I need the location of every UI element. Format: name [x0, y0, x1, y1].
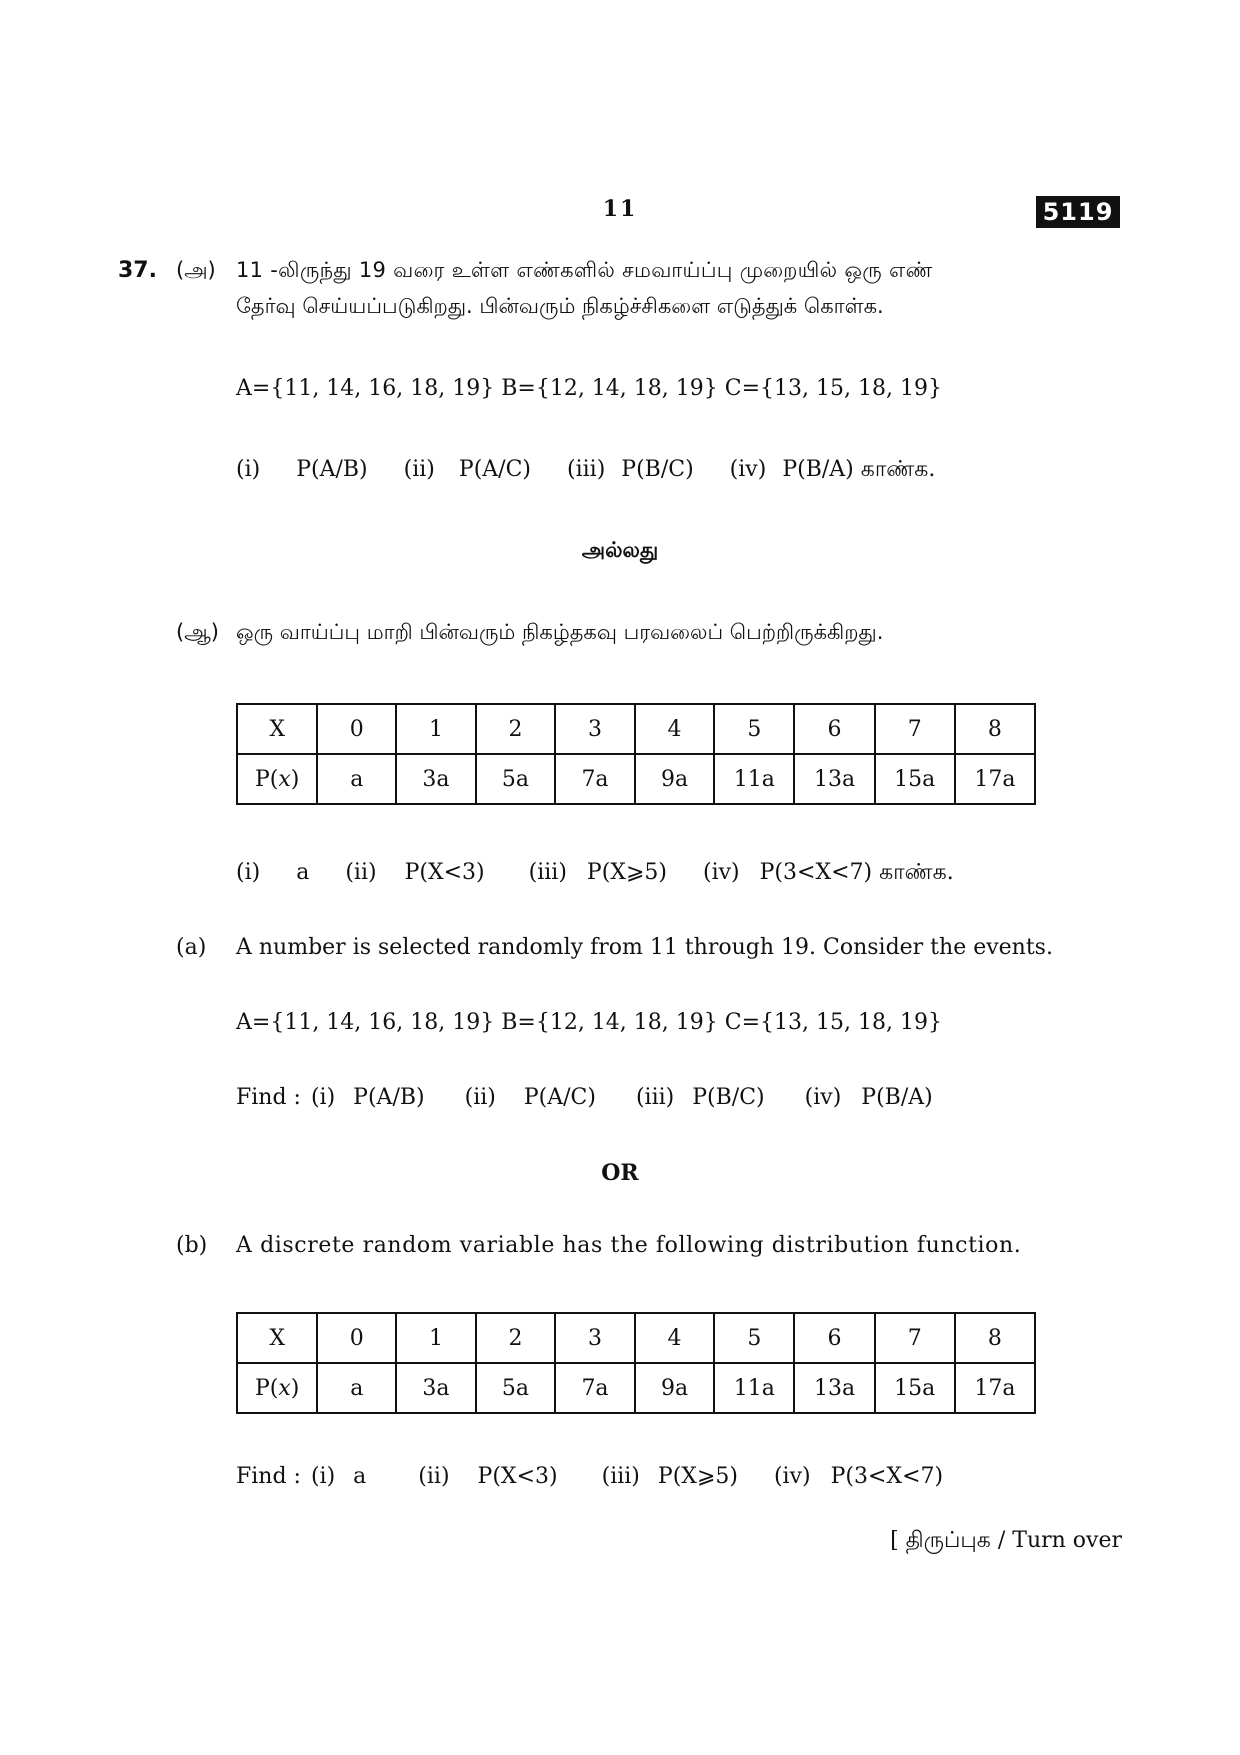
part-label: (iii): [601, 1464, 640, 1489]
table-cell: 6: [794, 1313, 874, 1363]
part-expr: P(3<X<7): [830, 1464, 944, 1489]
part-expr: P(A/C): [523, 1085, 596, 1110]
english-b-part-list: [236, 1464, 943, 1489]
table-row: [237, 704, 1035, 754]
table-cell: 9a: [635, 754, 715, 804]
table-cell: 13a: [794, 754, 874, 804]
table-cell: 8: [955, 704, 1035, 754]
tamil-b-part-list: [236, 860, 954, 888]
part-expr: a: [353, 1464, 367, 1489]
tamil-or-separator: அல்லது: [581, 538, 659, 562]
table-cell: 17a: [955, 754, 1035, 804]
part-label: (ii): [403, 457, 435, 482]
distribution-table-english: [236, 1312, 1036, 1414]
px-prefix: P(: [254, 766, 279, 792]
part-label: (i): [310, 1085, 336, 1110]
part-expr: P(X⩾5): [657, 1464, 738, 1489]
part-label: (i): [236, 860, 261, 885]
part-label: (iii): [635, 1085, 675, 1110]
table-row: [237, 1313, 1035, 1363]
english-a-part-list: [236, 1085, 933, 1110]
table-cell: 17a: [955, 1363, 1035, 1413]
part-expr: P(X<3): [404, 860, 485, 885]
table-cell: 3a: [396, 1363, 476, 1413]
table-cell: 5a: [476, 1363, 556, 1413]
table-cell: 6: [794, 704, 874, 754]
table-cell: 5: [714, 1313, 794, 1363]
part-expr: P(A/B): [353, 1085, 425, 1110]
part-label: (ii): [418, 1464, 450, 1489]
part-label: (iv): [702, 860, 740, 885]
table-cell: 8: [955, 1313, 1035, 1363]
px-suffix: ): [290, 766, 300, 792]
part-expr: P(A/C): [458, 457, 531, 482]
table-cell: 15a: [875, 754, 955, 804]
table-cell: a: [317, 1363, 396, 1413]
tamil-a-line2: தேர்வு செய்யப்படுகிறது. பின்வரும் நிகழ்ச்சிகளை எடுத்துக் கொள்க.: [236, 294, 884, 318]
table-cell-header: X: [237, 1313, 317, 1363]
page-number: 11: [602, 196, 638, 222]
table-cell: 3: [555, 1313, 635, 1363]
px-var: x: [278, 766, 291, 792]
part-label: (iii): [567, 457, 606, 482]
find-label: Find :: [236, 1464, 301, 1489]
tamil-a-line1: 11 -லிருந்து 19 வரை உள்ள எண்களில் சமவாய்ப்பு முறையில் ஒரு எண்: [236, 258, 933, 282]
table-cell: 11a: [714, 754, 794, 804]
table-cell-header: [237, 754, 317, 804]
tamil-a-label: (அ): [176, 258, 216, 282]
turn-over-note: [ திருப்புக / Turn over: [890, 1528, 1122, 1553]
table-cell: 1: [396, 704, 476, 754]
table-cell: 3a: [396, 754, 476, 804]
table-cell: 2: [476, 704, 556, 754]
part-label: (ii): [464, 1085, 496, 1110]
table-cell: 2: [476, 1313, 556, 1363]
table-cell: 0: [317, 704, 396, 754]
part-expr: P(B/C): [692, 1085, 765, 1110]
table-cell: 9a: [635, 1363, 715, 1413]
table-cell: 7a: [555, 1363, 635, 1413]
tamil-b-text: ஒரு வாய்ப்பு மாறி பின்வரும் நிகழ்தகவு பரவலைப் பெற்றிருக்கிறது.: [236, 620, 884, 644]
english-or-separator: OR: [601, 1160, 639, 1186]
table-cell: 7: [875, 1313, 955, 1363]
table-cell: 13a: [794, 1363, 874, 1413]
part-expr: P(X⩾5): [586, 860, 667, 885]
part-expr: P(B/A) காண்க.: [782, 457, 936, 482]
table-cell: 3: [555, 704, 635, 754]
part-expr: P(X<3): [477, 1464, 558, 1489]
table-cell: 4: [635, 1313, 715, 1363]
part-expr: P(3<X<7) காண்க.: [759, 860, 954, 885]
tamil-b-label: (ஆ): [176, 620, 219, 644]
part-label: (ii): [345, 860, 377, 885]
english-b-label: (b): [176, 1233, 208, 1258]
px-prefix: P(: [254, 1375, 279, 1401]
table-cell: 1: [396, 1313, 476, 1363]
table-cell: 11a: [714, 1363, 794, 1413]
table-cell: 4: [635, 704, 715, 754]
px-var: x: [278, 1375, 291, 1401]
table-cell: a: [317, 754, 396, 804]
table-cell: 0: [317, 1313, 396, 1363]
tamil-a-part-list: [236, 457, 935, 485]
question-number: 37.: [118, 258, 157, 283]
distribution-table-tamil: [236, 703, 1036, 805]
table-cell-header: [237, 1363, 317, 1413]
english-a-sets: A={11, 14, 16, 18, 19} B={12, 14, 18, 19} C={13, 15, 18, 19}: [236, 1010, 942, 1035]
table-row: [237, 754, 1035, 804]
english-a-text: A number is selected randomly from 11 through 19. Consider the events.: [236, 935, 1053, 960]
english-a-label: (a): [176, 935, 207, 960]
find-label: Find :: [236, 1085, 301, 1110]
part-expr: P(B/A): [861, 1085, 933, 1110]
part-label: (iv): [804, 1085, 842, 1110]
table-cell: 7: [875, 704, 955, 754]
part-label: (i): [236, 457, 261, 482]
part-expr: a: [296, 860, 310, 885]
part-expr: P(A/B): [296, 457, 368, 482]
part-expr: P(B/C): [621, 457, 694, 482]
table-row: [237, 1363, 1035, 1413]
part-label: (iii): [528, 860, 567, 885]
english-b-text: A discrete random variable has the following distribution function.: [236, 1233, 1022, 1258]
table-cell: 7a: [555, 754, 635, 804]
tamil-a-sets: A={11, 14, 16, 18, 19} B={12, 14, 18, 19} C={13, 15, 18, 19}: [236, 376, 942, 401]
part-label: (i): [310, 1464, 336, 1489]
table-cell: 15a: [875, 1363, 955, 1413]
part-label: (iv): [729, 457, 767, 482]
paper-code-badge: 5119: [1036, 196, 1120, 228]
px-suffix: ): [290, 1375, 300, 1401]
table-cell: 5: [714, 704, 794, 754]
table-cell: 5a: [476, 754, 556, 804]
part-label: (iv): [773, 1464, 811, 1489]
table-cell-header: X: [237, 704, 317, 754]
